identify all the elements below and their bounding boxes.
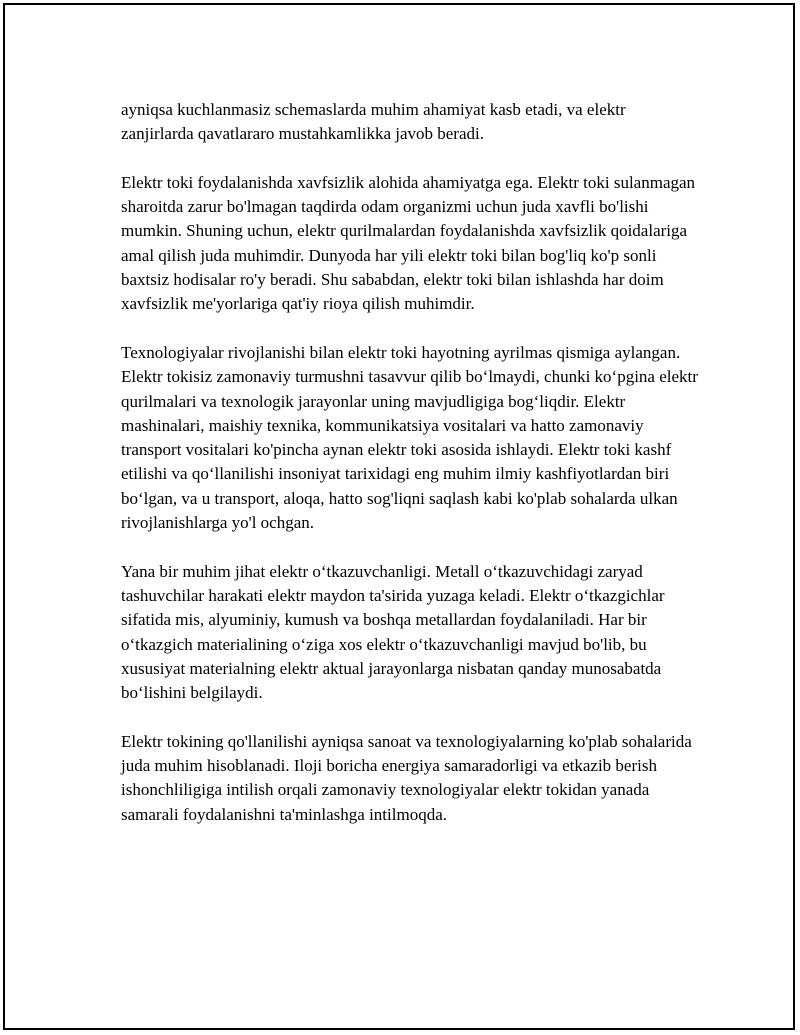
- paragraph-5: Elektr tokining qo'llanilishi ayniqsa sanoat va texnologiyalarning ko'plab sohalarida juda muhim hisoblanadi. Iloji boricha energiya samaradorligi va etkazib berish ishonchliligiga intilish orqali zamonaviy texnologiyalar elektr tokidan yanada samarali foydalanishni ta'minlashga intilmoqda.: [121, 731, 692, 824]
- paragraph-1: ayniqsa kuchlanmasiz schemaslarda muhim ahamiyat kasb etadi, va elektr zanjirlarda qavatlararo mustahkamlikka javob beradi.: [121, 100, 626, 144]
- document-body: [121, 98, 701, 827]
- paragraph-3: Texnologiyalar rivojlanishi bilan elektr toki hayotning ayrilmas qismiga aylangan. Elektr tokisiz zamonaviy turmushni tasavvur qilib bo‘lmaydi, chunki ko‘pgina elektr qurilmalari va texnologik jarayonlar uning mavjudligiga bog‘liqdir. Elektr mashinalari, maishiy texnika, kommunikatsiya vositalari va hatto zamonaviy transport vositalari ko'pincha aynan elektr toki asosida ishlaydi. Elektr toki kashf etilishi va qo‘llanilishi insoniyat tarixidagi eng muhim ilmiy kashfiyotlardan biri bo‘lgan, va u transport, aloqa, hatto sog'liqni saqlash kabi ko'plab sohalarda ulkan rivojlanishlarga yo'l ochgan.: [121, 342, 698, 533]
- paragraph-4: Yana bir muhim jihat elektr o‘tkazuvchanligi. Metall o‘tkazuvchidagi zaryad tashuvchilar harakati elektr maydon ta'sirida yuzaga keladi. Elektr o‘tkazgichlar sifatida mis, alyuminiy, kumush va boshqa metallardan foydalaniladi. Har bir o‘tkazgich materialining o‘ziga xos elektr o‘tkazuvchanligi mavjud bo'lib, bu xususiyat materialning elektr aktual jarayonlarga nisbatan qanday munosabatda bo‘lishini belgilaydi.: [121, 561, 665, 703]
- paragraph-2: Elektr toki foydalanishda xavfsizlik alohida ahamiyatga ega. Elektr toki sulanmagan sharoitda zarur bo'lmagan taqdirda odam organizmi uchun juda xavfli bo'lishi mumkin. Shuning uchun, elektr qurilmalardan foydalanishda xavfsizlik qoidalariga amal qilish juda muhimdir. Dunyoda har yili elektr toki bilan bog'liq ko'p sonli baxtsiz hodisalar ro'y beradi. Shu sababdan, elektr toki bilan ishlashda har doim xavfsizlik me'yorlariga qat'iy rioya qilish muhimdir.: [121, 172, 696, 314]
- page-frame: [3, 3, 795, 1030]
